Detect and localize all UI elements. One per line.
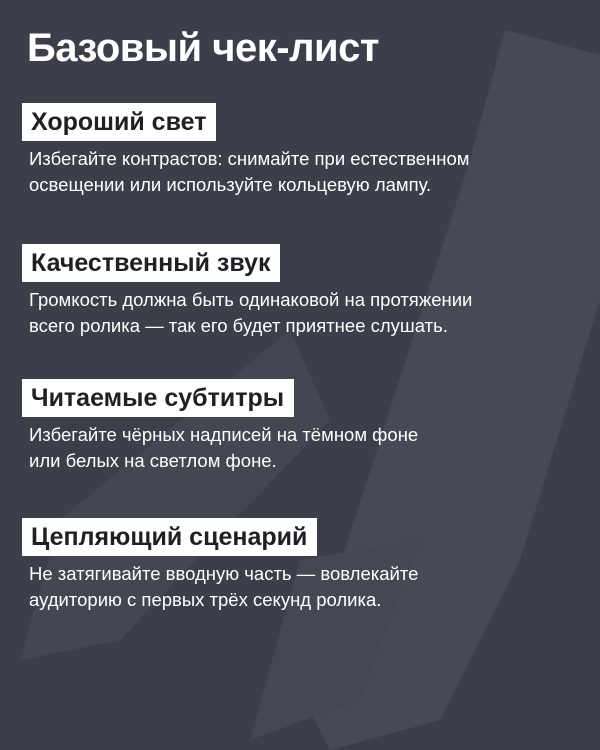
checklist-item-good-light: [22, 103, 582, 198]
item-description-line: всего ролика — так его будет приятнее слушать.: [29, 315, 448, 336]
item-description-line: или белых на светлом фоне.: [29, 450, 277, 471]
item-description-line: Избегайте контрастов: снимайте при естественном: [29, 148, 470, 169]
item-description: [29, 146, 574, 198]
item-description-line: аудиторию с первых трёх секунд ролика.: [29, 589, 382, 610]
item-description-line: Громкость должна быть одинаковой на протяжении: [29, 289, 473, 310]
item-description-line: Избегайте чёрных надписей на тёмном фоне: [29, 424, 419, 445]
item-heading: Читаемые субтитры: [22, 379, 294, 417]
checklist-item-quality-sound: [22, 244, 582, 339]
checklist-item-readable-subtitles: [22, 379, 582, 474]
item-heading: Цепляющий сценарий: [22, 518, 317, 556]
item-description: [29, 422, 574, 474]
item-heading: Хороший свет: [22, 103, 216, 141]
page-title: Базовый чек-лист: [27, 26, 379, 70]
item-description: [29, 561, 574, 613]
checklist-item-catchy-script: [22, 518, 582, 613]
item-description: [29, 287, 574, 339]
item-heading: Качественный звук: [22, 244, 280, 282]
item-description-line: Не затягивайте вводную часть — вовлекайте: [29, 563, 419, 584]
item-description-line: освещении или используйте кольцевую лампу.: [29, 174, 432, 195]
